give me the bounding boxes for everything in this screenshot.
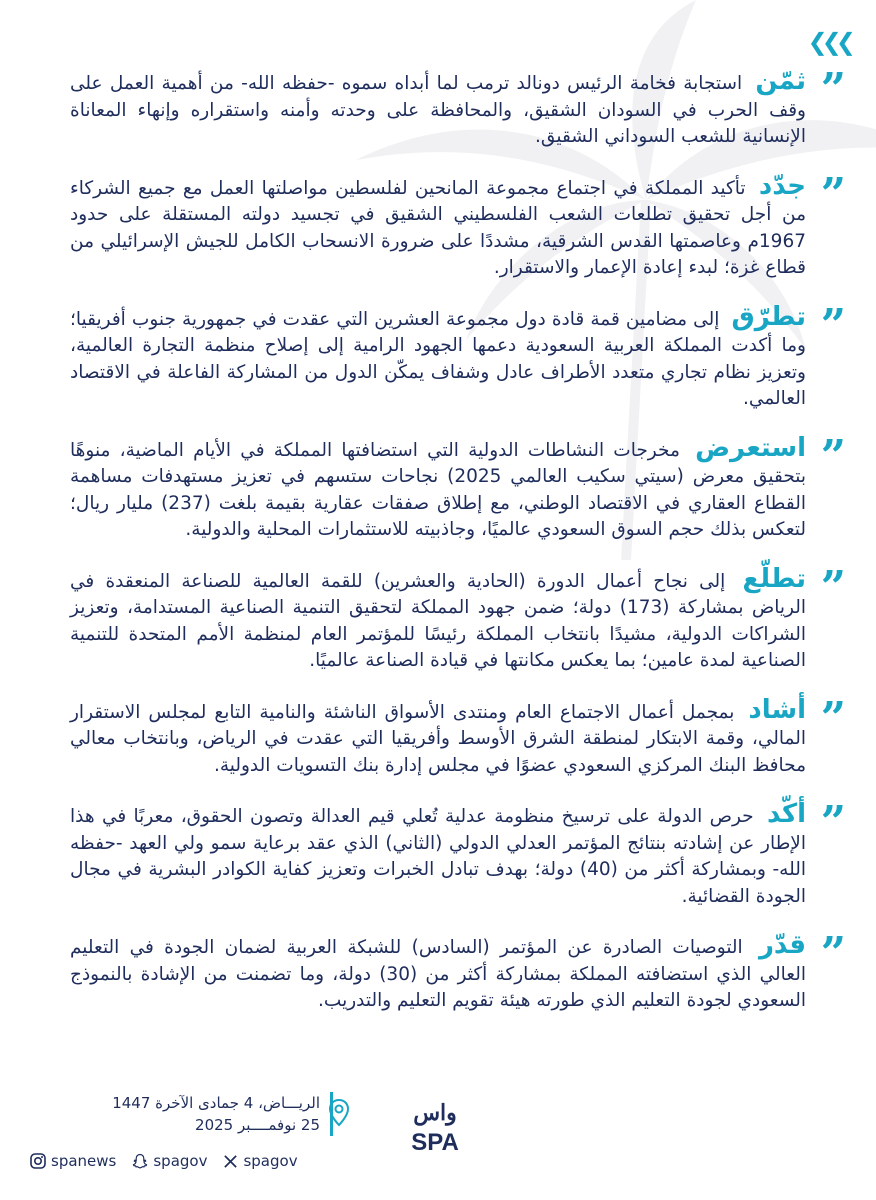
decisions-list (70, 64, 846, 1037)
decision-lead-word: ثمّن (755, 66, 806, 96)
social-instagram[interactable] (30, 1152, 116, 1170)
decision-lead-word: تطرّق (731, 301, 806, 332)
decision-lead-word: أكّد (766, 799, 806, 829)
social-x[interactable] (223, 1152, 297, 1170)
instagram-icon (30, 1153, 46, 1169)
quote-mark-icon: ” (820, 561, 846, 613)
spa-logo (400, 1094, 470, 1174)
date-hijri: الريـــاض، 4 جمادى الآخرة 1447 (112, 1094, 320, 1112)
social-handle: spanews (51, 1152, 117, 1170)
svg-text:واس: واس (413, 1100, 457, 1125)
quote-mark-icon: ” (820, 168, 846, 220)
decision-text: استجابة فخامة الرئيس دونالد ترمب لما أبداه سموه -حفظه الله- من أهمية العمل على وقف الحرب في السودان الشقيق، والمحافظة على وحدته وأمنه واستقراره وإنهاء المعاناة الإنسانية للشعب السوداني الشقيق. (70, 73, 806, 147)
chevrons-left-icon: ❮❮❮ (807, 28, 850, 56)
quote-mark-icon: ” (820, 430, 846, 482)
footer (30, 1092, 846, 1182)
quote-mark-icon: ” (820, 299, 846, 351)
social-links (30, 1152, 298, 1170)
social-handle: spagov (153, 1152, 208, 1170)
decision-paragraph (70, 692, 846, 780)
decision-paragraph (70, 430, 846, 544)
decision-paragraph (70, 797, 846, 910)
quote-mark-icon: ” (820, 64, 846, 115)
decision-paragraph (70, 64, 846, 151)
x-icon (223, 1154, 238, 1169)
quote-mark-icon: ” (820, 797, 846, 848)
quote-mark-icon: ” (820, 928, 846, 979)
snapchat-icon (132, 1153, 148, 1169)
decision-text: بمجمل أعمال الاجتماع العام ومنتدى الأسواق الناشئة والنامية التابع لمجلس الاستقرار المالي، وقمة الابتكار لمنطقة الشرق الأوسط وأفريقيا التي عقدت في الرياض، وبانتخاب معالي محافظ البنك المركزي السعودي عضوًا في مجلس إدارة بنك التسويات الدولية. (70, 701, 806, 776)
decision-text: مخرجات النشاطات الدولية التي استضافتها المملكة في الأيام الماضية، منوهًا بتحقيق معرض (سيتي سكيب العالمي 2025) نجاحات ستسهم في تعزيز مستهدفات مساهمة القطاع العقاري في الاقتصاد الوطني، مع إطلاق صفقات عقارية بقيمة بلغت (237) مليار ريال؛ لتعكس بذلك حجم السوق السعودي عالميًا، وجاذبيته للاستثمارات المحلية والدولية. (70, 439, 806, 540)
date-gregorian: 25 نوفمــــبر 2025 (195, 1116, 320, 1134)
decision-text: التوصيات الصادرة عن المؤتمر (السادس) للشبكة العربية لضمان الجودة في التعليم العالي الذي استضافته المملكة بمشاركة أكثر من (30) دولة، وما تضمنت من الإشادة بالنموذج السعودي لجودة التعليم الذي طورته هيئة تقويم التعليم والتدريب. (70, 937, 806, 1011)
decision-paragraph (70, 928, 846, 1015)
decision-paragraph (70, 168, 846, 282)
decision-lead-word: قدّر (758, 930, 806, 960)
decision-lead-word: تطلّع (742, 563, 806, 594)
decision-text: إلى مضامين قمة قادة دول مجموعة العشرين التي عقدت في جمهورية جنوب أفريقيا؛ وما أكدت المملكة العربية السعودية دعمها الجهود الرامية إلى إصلاح منظمة التجارة العالمية، وتعزيز نظام تجاري متعدد الأطراف عادل وشفاف يمكّن الدول من المشاركة الفاعلة في الاقتصاد العالمي. (70, 308, 806, 409)
decision-text: إلى نجاح أعمال الدورة (الحادية والعشرين) للقمة العالمية للصناعة المنعقدة في الرياض بمشاركة (173) دولة؛ ضمن جهود المملكة لتحقيق التنمية الصناعية المستدامة، وتعزيز الشراكات الدولية، مشيدًا بانتخاب المملكة رئيسًا للمؤتمر العام لمنظمة الأمم المتحدة للتنمية الصناعية لمدة عامين؛ بما يعكس مكانتها في قيادة الصناعة عالميًا. (70, 570, 807, 671)
spa-logo-text: SPA (411, 1129, 459, 1156)
decision-lead-word: جدّد (758, 170, 806, 201)
dateline (90, 1092, 333, 1136)
decision-lead-word: استعرض (695, 432, 806, 463)
decision-text: تأكيد المملكة في اجتماع مجموعة المانحين لفلسطين مواصلتها العمل مع جميع الشركاء من أجل تحقيق تطلعات الشعب الفلسطيني الشقيق في تجسيد دولته المستقلة على حدود 1967م وعاصمتها القدس الشرقية، مشددًا على ضرورة الانسحاب الكامل للجيش الإسرائيلي من قطاع غزة؛ لبدء إعادة الإعمار والاستقرار. (70, 177, 806, 278)
decision-text: حرص الدولة على ترسيخ منظومة عدلية تُعلي قيم العدالة وتصون الحقوق، معربًا في هذا الإطار عن إشادته بنتائج المؤتمر العدلي الدولي (الثاني) الذي عقد برعاية سمو ولي العهد -حفظه الله- وبمشاركة أكثر من (40) دولة؛ بهدف تبادل الخبرات وتعزيز كفاية الكوادر البشرية في مجال الجودة القضائية. (70, 806, 806, 907)
decision-paragraph (70, 299, 846, 413)
social-snapchat[interactable] (132, 1152, 207, 1170)
social-handle: spagov (243, 1152, 298, 1170)
decision-paragraph (70, 561, 846, 675)
decision-lead-word: أشاد (748, 694, 806, 725)
quote-mark-icon: ” (820, 692, 846, 744)
